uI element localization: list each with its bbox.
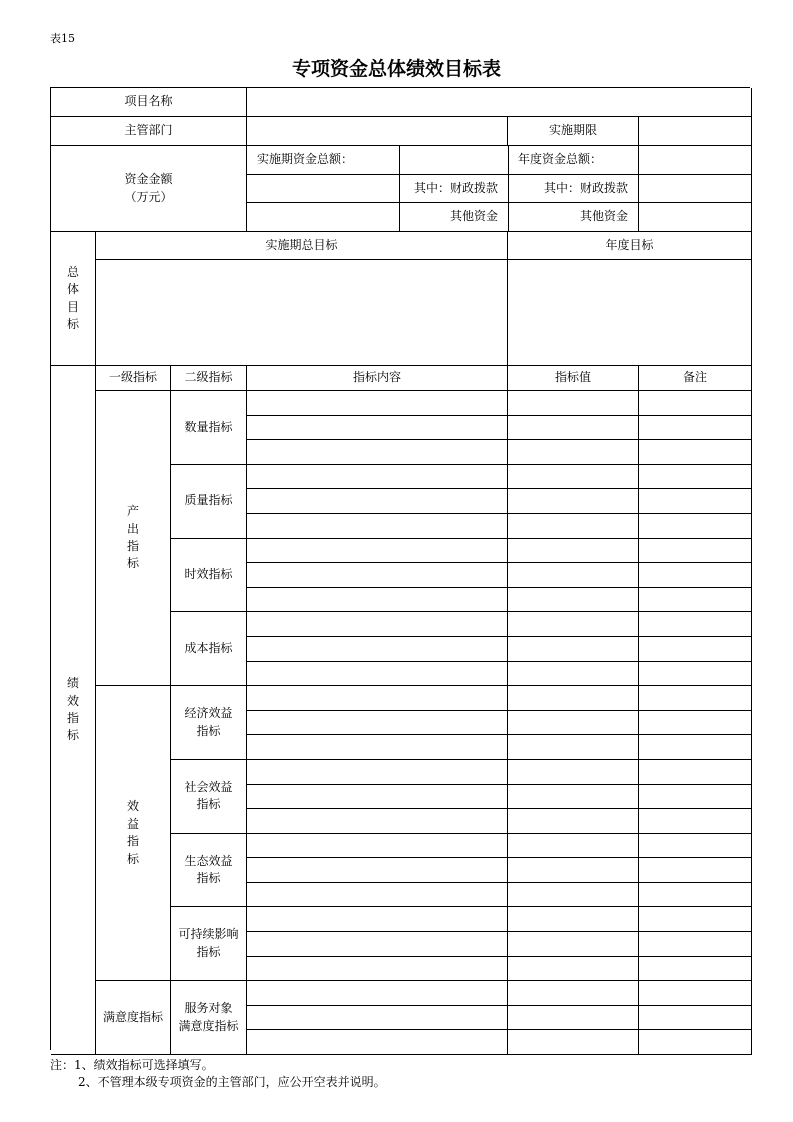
indicator-content-cell[interactable] xyxy=(247,686,508,711)
indicator-content-cell[interactable] xyxy=(247,489,508,514)
benefit-indicators-label xyxy=(96,686,171,981)
indicator-value-cell[interactable] xyxy=(508,760,639,785)
indicator-value-cell[interactable] xyxy=(508,440,639,465)
indicator-remark-cell[interactable] xyxy=(639,809,752,834)
indicator-remark-cell[interactable] xyxy=(639,858,752,883)
indicator-content-cell[interactable] xyxy=(247,711,508,736)
indicator-content-cell[interactable] xyxy=(247,440,508,465)
indicator-remark-cell[interactable] xyxy=(639,539,752,564)
indicator-value-cell[interactable] xyxy=(508,612,639,637)
indicator-value-cell[interactable] xyxy=(508,686,639,711)
annual-other-cell[interactable] xyxy=(639,203,752,232)
indicator-content-cell[interactable] xyxy=(247,1006,508,1031)
indicator-content-cell[interactable] xyxy=(247,809,508,834)
perf-char-1: 绩 xyxy=(66,676,79,691)
benefit-char-4: 标 xyxy=(126,851,139,866)
performance-target-table xyxy=(50,87,750,1050)
indicator-content-cell[interactable] xyxy=(247,883,508,908)
indicator-content-cell[interactable] xyxy=(247,465,508,490)
indicator-value-cell[interactable] xyxy=(508,907,639,932)
perf-char-2: 效 xyxy=(66,693,79,708)
period-goal-cell[interactable] xyxy=(96,260,508,366)
social-line-2: 指标 xyxy=(196,797,221,812)
social-line-1: 社会效益 xyxy=(184,779,233,794)
social-benefit-label xyxy=(171,760,247,834)
indicator-content-cell[interactable] xyxy=(247,981,508,1006)
economic-line-2: 指标 xyxy=(196,723,221,738)
overall-goal-label xyxy=(51,232,96,366)
indicator-value-cell[interactable] xyxy=(508,637,639,662)
indicator-remark-cell[interactable] xyxy=(639,465,752,490)
document-title: 专项资金总体绩效目标表 xyxy=(291,58,501,80)
output-char-4: 标 xyxy=(126,556,139,571)
notes xyxy=(50,1057,386,1091)
performance-indicators-label xyxy=(51,366,96,1055)
period-label: 实施期限 xyxy=(508,117,639,146)
benefit-char-3: 指 xyxy=(126,834,139,849)
period-other-label: 其他资金 xyxy=(247,203,508,232)
indicator-value-cell[interactable] xyxy=(508,588,639,613)
indicator-value-cell[interactable] xyxy=(508,465,639,490)
indicator-remark-cell[interactable] xyxy=(639,440,752,465)
period-fiscal-label: 其中：财政拨款 xyxy=(247,175,508,203)
content-header: 指标内容 xyxy=(247,366,508,391)
annual-other-label: 其他资金 xyxy=(508,203,639,232)
indicator-remark-cell[interactable] xyxy=(639,686,752,711)
sustainable-line-2: 指标 xyxy=(196,944,221,959)
service-satisfaction-label xyxy=(171,981,247,1055)
indicator-remark-cell[interactable] xyxy=(639,907,752,932)
output-char-2: 出 xyxy=(126,521,139,536)
dept-label: 主管部门 xyxy=(51,117,247,146)
indicator-remark-cell[interactable] xyxy=(639,662,752,687)
indicator-value-cell[interactable] xyxy=(508,981,639,1006)
quality-indicators-label: 质量指标 xyxy=(171,465,247,539)
indicator-value-cell[interactable] xyxy=(508,563,639,588)
indicator-content-cell[interactable] xyxy=(247,612,508,637)
level1-header: 一级指标 xyxy=(96,366,171,391)
overall-char-1: 总 xyxy=(66,264,79,279)
indicator-value-cell[interactable] xyxy=(508,785,639,810)
remark-header: 备注 xyxy=(639,366,752,391)
overall-char-4: 标 xyxy=(66,316,79,331)
indicator-remark-cell[interactable] xyxy=(639,1006,752,1031)
indicator-value-cell[interactable] xyxy=(508,883,639,908)
period-total-label: 实施期资金总额： xyxy=(247,146,508,175)
cost-indicators-label: 成本指标 xyxy=(171,612,247,686)
annual-fiscal-cell[interactable] xyxy=(639,175,752,203)
indicator-value-cell[interactable] xyxy=(508,514,639,539)
economic-line-1: 经济效益 xyxy=(184,706,233,721)
indicator-content-cell[interactable] xyxy=(247,735,508,760)
indicator-remark-cell[interactable] xyxy=(639,563,752,588)
funds-label xyxy=(51,146,247,232)
indicator-remark-cell[interactable] xyxy=(639,711,752,736)
timeliness-indicators-label: 时效指标 xyxy=(171,539,247,613)
indicator-content-cell[interactable] xyxy=(247,588,508,613)
indicator-remark-cell[interactable] xyxy=(639,514,752,539)
quantity-indicators-label: 数量指标 xyxy=(171,391,247,465)
indicator-value-cell[interactable] xyxy=(508,1006,639,1031)
indicator-remark-cell[interactable] xyxy=(639,612,752,637)
indicator-content-cell[interactable] xyxy=(247,539,508,564)
indicator-remark-cell[interactable] xyxy=(639,957,752,982)
table-number: 表15 xyxy=(50,32,75,45)
dept-cell[interactable] xyxy=(247,117,508,146)
annual-total-cell[interactable] xyxy=(639,146,752,175)
period-fiscal-cell[interactable] xyxy=(399,175,509,203)
level2-header: 二级指标 xyxy=(171,366,247,391)
indicator-content-cell[interactable] xyxy=(247,907,508,932)
note-1: 注：1、绩效指标可选择填写。 xyxy=(50,1058,214,1072)
indicator-content-cell[interactable] xyxy=(247,514,508,539)
annual-total-label: 年度资金总额： xyxy=(508,146,639,175)
indicator-remark-cell[interactable] xyxy=(639,588,752,613)
economic-benefit-label xyxy=(171,686,247,760)
indicator-value-cell[interactable] xyxy=(508,809,639,834)
indicator-value-cell[interactable] xyxy=(508,932,639,957)
indicator-content-cell[interactable] xyxy=(247,1030,508,1055)
indicator-content-cell[interactable] xyxy=(247,932,508,957)
value-header: 指标值 xyxy=(508,366,639,391)
indicator-value-cell[interactable] xyxy=(508,489,639,514)
indicator-content-cell[interactable] xyxy=(247,563,508,588)
indicator-content-cell[interactable] xyxy=(247,416,508,441)
indicator-value-cell[interactable] xyxy=(508,1030,639,1055)
benefit-char-2: 益 xyxy=(126,816,139,831)
output-indicators-label xyxy=(96,391,171,686)
indicator-remark-cell[interactable] xyxy=(639,391,752,416)
overall-char-2: 体 xyxy=(66,282,79,297)
overall-char-3: 目 xyxy=(66,299,79,314)
funds-label-text: 资金金额 xyxy=(124,172,173,187)
ecological-benefit-label xyxy=(171,834,247,908)
period-cell[interactable] xyxy=(639,117,752,146)
indicator-remark-cell[interactable] xyxy=(639,834,752,859)
indicator-value-cell[interactable] xyxy=(508,957,639,982)
service-line-2: 满意度指标 xyxy=(178,1018,239,1033)
indicator-value-cell[interactable] xyxy=(508,858,639,883)
indicator-content-cell[interactable] xyxy=(247,834,508,859)
indicator-content-cell[interactable] xyxy=(247,785,508,810)
indicator-content-cell[interactable] xyxy=(247,957,508,982)
output-char-3: 指 xyxy=(126,539,139,554)
indicator-value-cell[interactable] xyxy=(508,416,639,441)
indicator-remark-cell[interactable] xyxy=(639,489,752,514)
annual-goal-header: 年度目标 xyxy=(508,232,752,260)
indicator-content-cell[interactable] xyxy=(247,858,508,883)
annual-fiscal-label: 其中：财政拨款 xyxy=(508,175,639,203)
sustainable-line-1: 可持续影响 xyxy=(178,927,239,942)
indicator-remark-cell[interactable] xyxy=(639,1030,752,1055)
perf-char-3: 指 xyxy=(66,711,79,726)
indicator-value-cell[interactable] xyxy=(508,834,639,859)
indicator-content-cell[interactable] xyxy=(247,662,508,687)
perf-char-4: 标 xyxy=(66,728,79,743)
note-2: 2、不管理本级专项资金的主管部门，应公开空表并说明。 xyxy=(78,1075,386,1089)
ecological-line-2: 指标 xyxy=(196,871,221,886)
indicator-value-cell[interactable] xyxy=(508,391,639,416)
indicator-value-cell[interactable] xyxy=(508,662,639,687)
satisfaction-indicators-label: 满意度指标 xyxy=(96,981,171,1055)
indicator-remark-cell[interactable] xyxy=(639,416,752,441)
annual-goal-cell[interactable] xyxy=(508,260,752,366)
project-name-cell[interactable] xyxy=(247,88,752,117)
ecological-line-1: 生态效益 xyxy=(184,853,233,868)
indicator-remark-cell[interactable] xyxy=(639,637,752,662)
indicator-value-cell[interactable] xyxy=(508,539,639,564)
sustainable-impact-label xyxy=(171,907,247,981)
service-line-1: 服务对象 xyxy=(184,1001,233,1016)
indicator-remark-cell[interactable] xyxy=(639,932,752,957)
indicator-value-cell[interactable] xyxy=(508,711,639,736)
indicator-content-cell[interactable] xyxy=(247,637,508,662)
indicator-content-cell[interactable] xyxy=(247,760,508,785)
period-other-cell[interactable] xyxy=(399,203,509,232)
benefit-char-1: 效 xyxy=(126,799,139,814)
indicator-remark-cell[interactable] xyxy=(639,981,752,1006)
indicator-remark-cell[interactable] xyxy=(639,883,752,908)
period-goal-header: 实施期总目标 xyxy=(96,232,508,260)
output-char-1: 产 xyxy=(126,504,139,519)
indicator-remark-cell[interactable] xyxy=(639,735,752,760)
funds-unit-text: （万元） xyxy=(124,189,173,204)
indicator-value-cell[interactable] xyxy=(508,735,639,760)
indicator-content-cell[interactable] xyxy=(247,391,508,416)
project-name-label: 项目名称 xyxy=(51,88,247,117)
indicator-remark-cell[interactable] xyxy=(639,760,752,785)
indicator-remark-cell[interactable] xyxy=(639,785,752,810)
period-total-cell[interactable] xyxy=(399,146,509,175)
